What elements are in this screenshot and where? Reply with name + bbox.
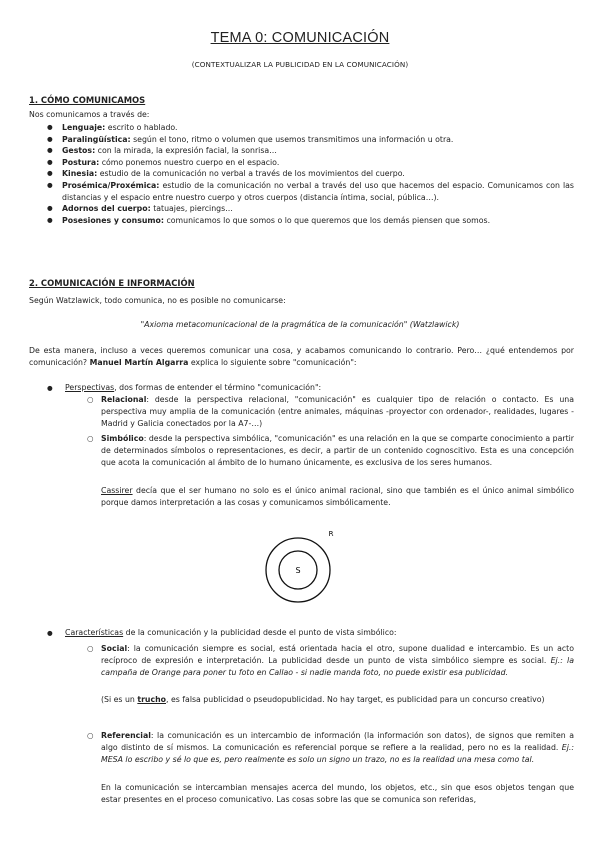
simbolico-item: ○ Simbólico: desde la perspectiva simbólica, "comunicación" es una relación en la que se comparte conocimiento a partir de determinados símbolos o representaciones, es decir, a partir de un contenido cognoscitivo. Esta es una concepción que acota la comunicación al ámbito de lo humano únicamente, es exclusiva de los seres humanos. xyxy=(87,434,574,468)
page-title: TEMA 0: COMUNICACIÓN xyxy=(210,30,390,46)
list-item: ● Prosémica/Proxémica: estudio de la comunicación no verbal a través del uso que hacemos del espacio. Comunicamos con las distancias y el espacio entre nuestro cuerpo y otros cuerpos (distancia íntima, social, pública…). xyxy=(29,180,574,203)
perspectivas-item: ● Perspectivas, dos formas de entender el término "comunicación": xyxy=(47,383,322,392)
outer-label: R xyxy=(328,530,334,538)
caracteristicas-label: Características xyxy=(65,628,124,637)
relacional-item: ○ Relacional: desde la perspectiva relacional, "comunicación" es cualquier tipo de relación o contacto. Es una perspectiva muy amplia de la comunicación (entre animales, máquinas -proyector con ordenador-, realidades, lugares -Madrid y Galicia conectados por la A7-…) xyxy=(87,395,574,429)
section-1-list xyxy=(29,122,574,226)
referencial-item: ○ Referencial: la comunicación es un intercambio de información (la información son datos), de signos que remiten a algo distinto de sí mismos. La comunicación es referencial porque se refiere a la realidad, pero no es la realidad. Ej.: MESA lo escribo y sé lo que es, pero realmente es solo un signo un trazo, no es la realidad una mesa como tal. xyxy=(87,731,574,765)
author-name: Manuel Martín Algarra xyxy=(89,358,189,367)
perspectivas-label: Perspectivas xyxy=(65,383,115,392)
list-item: ● Paralingüística: según el tono, ritmo o volumen que usemos transmitimos una información u otra. xyxy=(29,134,574,146)
social-item: ○ Social: la comunicación siempre es social, está orientada hacia el otro, supone dualidad e intercambio. Es un acto recíproco de expresión e interpretación. La publicidad desde un punto de vista simbólico siempre es social. Ej.: la campaña de Orange para poner tu foto en Callao - si nadie manda foto, no puede existir esa publicidad. xyxy=(87,644,574,678)
section-2-paragraph: De esta manera, incluso a veces queremos comunicar una cosa, y acabamos comunicando lo contrario. Pero… ¿qué entendemos por comunicación? Manuel Martín Algarra explica lo siguiente sobre "comunicación": xyxy=(29,346,574,367)
cassirer-name: Cassirer xyxy=(101,486,133,495)
section-2-heading: 2. COMUNICACIÓN E INFORMACIÓN xyxy=(29,278,195,288)
symbolic-circles-diagram xyxy=(260,525,342,615)
referencial-continuation: En la comunicación se intercambian mensajes acerca del mundo, los objetos, etc., sin que esos objetos tengan que estar presentes en el proceso comunicativo. Las cosas sobre las que se comunica son referidas, xyxy=(101,783,574,805)
page-subtitle: (CONTEXTUALIZAR LA PUBLICIDAD EN LA COMUNICACIÓN) xyxy=(191,60,409,69)
inner-label: S xyxy=(295,566,301,575)
cassirer-note: Cassirer decía que el ser humano no solo es el único animal racional, sino que también es el único animal simbólico porque damos interpretación a las cosas y comunicamos simbólicamente. xyxy=(101,486,574,508)
watzlawick-quote: "Axioma metacomunicacional de la pragmática de la comunicación" (Watzlawick) xyxy=(140,320,460,329)
list-item: ● Postura: cómo ponemos nuestro cuerpo en el espacio. xyxy=(29,157,574,169)
list-item: ● Kinesia: estudio de la comunicación no verbal a través de los movimientos del cuerpo. xyxy=(29,168,574,180)
list-item: ● Adornos del cuerpo: tatuajes, piercings… xyxy=(29,203,574,215)
list-item: ● Lenguaje: escrito o hablado. xyxy=(29,122,574,134)
list-item: ● Gestos: con la mirada, la expresión facial, la sonrisa… xyxy=(29,145,574,157)
list-item: ● Posesiones y consumo: comunicamos lo que somos o lo que queremos que los demás piensen que somos. xyxy=(29,215,574,227)
caracteristicas-item: ● Características de la comunicación y la publicidad desde el punto de vista simbólico: xyxy=(47,628,397,637)
section-1-heading: 1. CÓMO COMUNICAMOS xyxy=(29,95,146,105)
section-1-intro: Nos comunicamos a través de: xyxy=(29,110,150,119)
social-note: (Si es un trucho, es falsa publicidad o pseudopublicidad. No hay target, es publicidad para un concurso creativo) xyxy=(101,695,545,704)
section-2-intro: Según Watzlawick, todo comunica, no es posible no comunicarse: xyxy=(29,296,286,305)
